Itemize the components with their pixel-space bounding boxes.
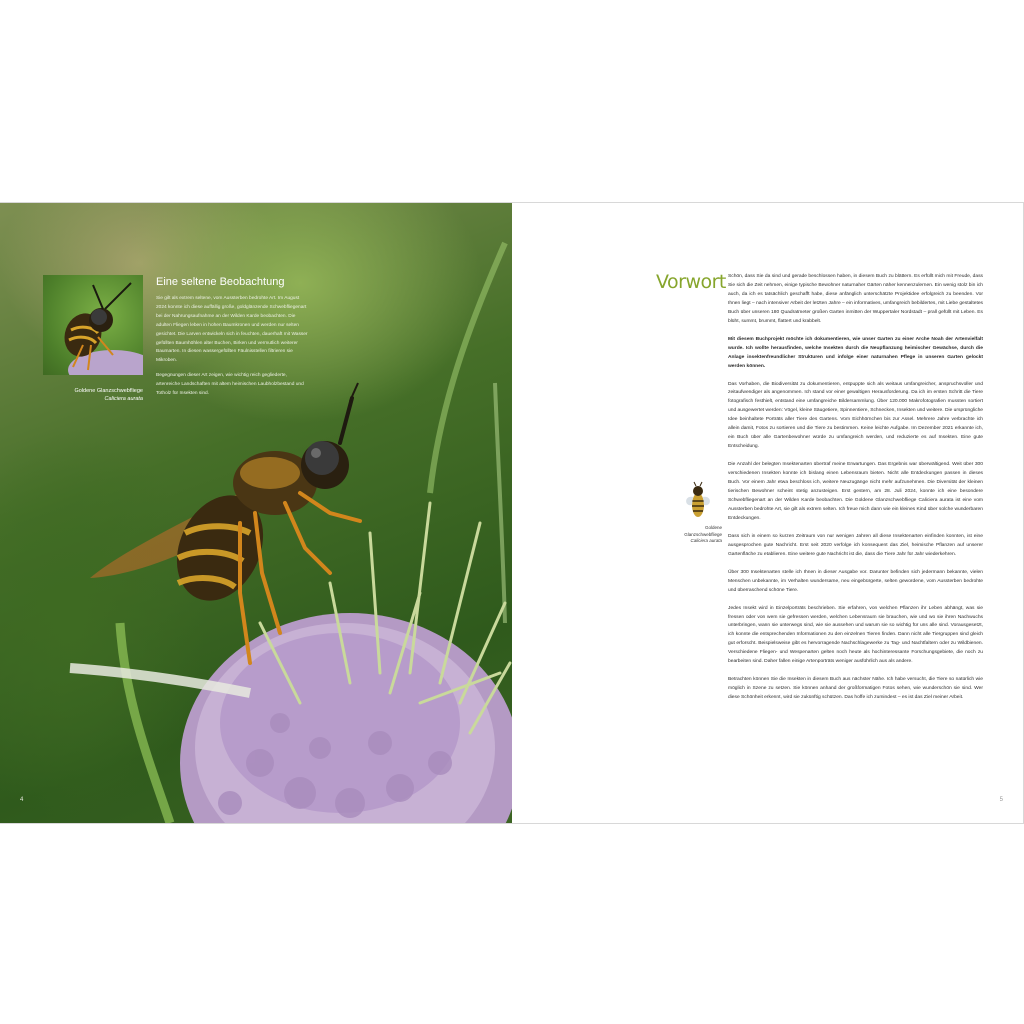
- caption-species-name: Goldene Glanzschwebfliege: [74, 388, 143, 394]
- page-heading: Vorwort: [656, 271, 726, 293]
- caption-latin-name: Caliciera aurata: [104, 395, 143, 402]
- thumbnail-caption: [43, 388, 143, 403]
- right-page: [512, 203, 1024, 823]
- foreword-paragraph: Betrachten können Sie die Insekten in diesem Buch aus nächster Nähe. Ich habe versucht, die Tiere so natürlich wie möglich in Szene zu setzen. Sie können anhand der großformatigen Fotos sehen, wie wunderschön sie sind. Wer diese Schönheit erkennt, wird sie zukünftig schützen. Das hoffe ich zumindest – es ist das Ziel meiner Arbeit.: [728, 677, 983, 701]
- hoverfly-thumbnail-image: [43, 275, 143, 375]
- foreword-text: [728, 273, 983, 712]
- foreword-paragraph: Die Anzahl der belegten Insektenarten übertraf meine Erwartungen. Das Ergebnis war überwältigend. Weit über 300 verschiedenen Insekten konnte ich bislang einen Lebensraum bieten. Nicht alle Entdeckungen passen in dieses Buch. Vor einem Jahr etwa beschloss ich, weitere Neuzugänge nicht mehr aufzunehmen. Die Diversität der kleinen tierischen Bewohner scheint stetig anzusteigen. Erst gestern, am 28. Juli 2024, konnte ich eine besondere Schwebfliegenart an der Wilden Karde beobachten. Die Goldene Glanzschwebfliege Caliciera aurata ist eine vom Aussterben bedrohte Art, sie gilt als extrem selten. Ich freue mich dann wie ein kleines Kind über solche wunderbaren Entdeckungen.: [728, 462, 983, 521]
- hoverfly-small-image: [684, 481, 712, 521]
- side-caption-latin-name: Caliciera aurata: [690, 538, 722, 543]
- foreword-paragraph: Schön, dass Sie da sind und gerade beschlossen haben, in diesem Buch zu blättern. Es erfüllt mich mit Freude, dass Sie sich die Zeit nehmen, einige typische Bewohner naturnaher Gärten näher kennenzulernen. Ein wenig stolz bin ich auch, da ich es tatsächlich geschafft habe, diese anfänglich unterschätzte Projektidee erfolgreich zu beenden. Vor Ihnen liegt – nach intensiver Arbeit der letzten Jahre – ein informatives, umfangreich bebildertes, mit Liebe gestaltetes Buch über unseren 180 Quadratmeter großen Garten inmitten der Wuppertaler Nordstadt – prall gefüllt mit Leben. Es blüht, summt, brummt, flattert und krabbelt.: [728, 274, 983, 324]
- box-title: Eine seltene Beobachtung: [156, 276, 285, 288]
- book-spread: [0, 202, 1024, 824]
- page-number-right: 5: [999, 797, 1003, 803]
- foreword-paragraph: Das Vorhaben, die Biodiversität zu dokumentieren, entpuppte sich als weitaus umfangreicher, anspruchsvoller und zeitaufwendiger als angenommen. Ich stand vor einer gewaltigen Herausforderung. Da ich im ersten Schritt die Tiere fotografisch festhielt, entstand eine umfangreiche Bildersammlung. Über 120.000 Makrofotografien mussten sortiert und ausgewertet werden: Vögel, kleine Säugetiere, Spinnentiere, Schnecken, Insekten und weitere. Die ursprüngliche Idee beinhaltete Porträts aller Tiere des Gartens. Vom Eichhörnchen bis zur Assel. Mehrere Jahre verbrachte ich allein damit, Fotos zu sortieren und die Tiere zu bestimmen. Keine leichte Aufgabe. Im Dezember 2021 erkannte ich, ein Buch über alle Gartenbewohner würde zu umfangreich werden, und reduzierte es auf Insekten. Eine gute Entscheidung.: [728, 381, 984, 450]
- box-text: [156, 295, 308, 405]
- foreword-paragraph: Dass sich in einem so kurzen Zeitraum von nur wenigen Jahren all diese Insektenarten einfinden konnten, ist eine ausgesprochen gute Nachricht. Erst seit 2020 verfolge ich konsequent das Ziel, heimische Pflanzen auf unserer Gartenfläche zu etablieren. Eine weitere gute Nachricht ist die, dass die Tiere Jahr für Jahr wiederkehren.: [728, 533, 983, 557]
- foreword-paragraph: Mit diesem Buchprojekt möchte ich dokumentieren, wie unser Garten zu einer Arche Noah der Artenvielfalt wurde. Ich wollte herausfinden, welche Insekten durch die Neupflanzung heimischer Gewächse, durch die Anlage insektenfreundlicher Strukturen und infolge einer naturnahen Pflege in unseren Garten gelockt werden können.: [728, 336, 983, 369]
- box-paragraph: Sie gilt als extrem seltene, vom Aussterben bedrohte Art. Im August 2024 konnte ich diese auffällig große, goldglänzende Schwebfliegenart bei der Nahrungsaufnahme an der Wilden Karde beobachten. Die adulten Fliegen leben in hohen Baumkronen und werden nur selten gesichtet. Die Larven entwickeln sich in feuchten, dauerhaft mit Wasser gefüllten Baumhöhlen alter Buchen, Birken und vermutlich weiterer Baumarten. In diesen wassergefüllten Fäulnisstellen filtrieren sie Mikroben.: [156, 296, 308, 364]
- hoverfly-thumbnail-drawing: [43, 275, 143, 375]
- left-page: [0, 203, 512, 823]
- foreword-paragraph: Über 300 Insektenarten stelle ich Ihnen in dieser Ausgabe vor. Darunter befinden sich jedermann bekannte, vielen Menschen unbekannte, im Verhalten wundersame, neu eingebürgerte, selten gewordene, vom Aussterben bedrohte und überraschend schöne Tiere.: [728, 569, 983, 593]
- foreword-paragraph: Jedes Insekt wird in Einzelporträts beschrieben. Sie erfahren, von welchen Pflanzen ihr Leben abhängt, was sie fressen oder von wem sie gefressen werden, welchen Lebensraum sie brauchen, wie und wo sie ihren Nachwuchs unterbringen, wann sie unterwegs sind, wie sie aussehen und warum sie so wichtig für uns alle sind. Vorausgesetzt, ich konnte die entsprechenden Informationen zu den einzelnen Tieren finden. Dann nicht alle Tiergruppen sind gleich gut erforscht. Beispielsweise gibt es hervorragende Nachschlagewerke zu Tag- und Nachtfaltern oder zu Wildbienen. Verschiedene Fliegen- und Wespenarten gelten noch heute als hochinteressante Forschungsgebiete, die noch zu bearbeiten sind. Daher fallen einige Artenporträts weniger ausführlich aus als andere.: [728, 605, 983, 665]
- side-caption-species-name: Goldene Glanzschwebfliege: [684, 525, 722, 537]
- box-paragraph: Begegnungen dieser Art zeigen, wie wichtig reich gegliederte, artenreiche Landschaften mit altem heimischen Laubholzbestand und Totholz für Insekten sind.: [156, 373, 304, 397]
- page-number-left: 4: [20, 797, 24, 803]
- side-caption: [672, 525, 722, 545]
